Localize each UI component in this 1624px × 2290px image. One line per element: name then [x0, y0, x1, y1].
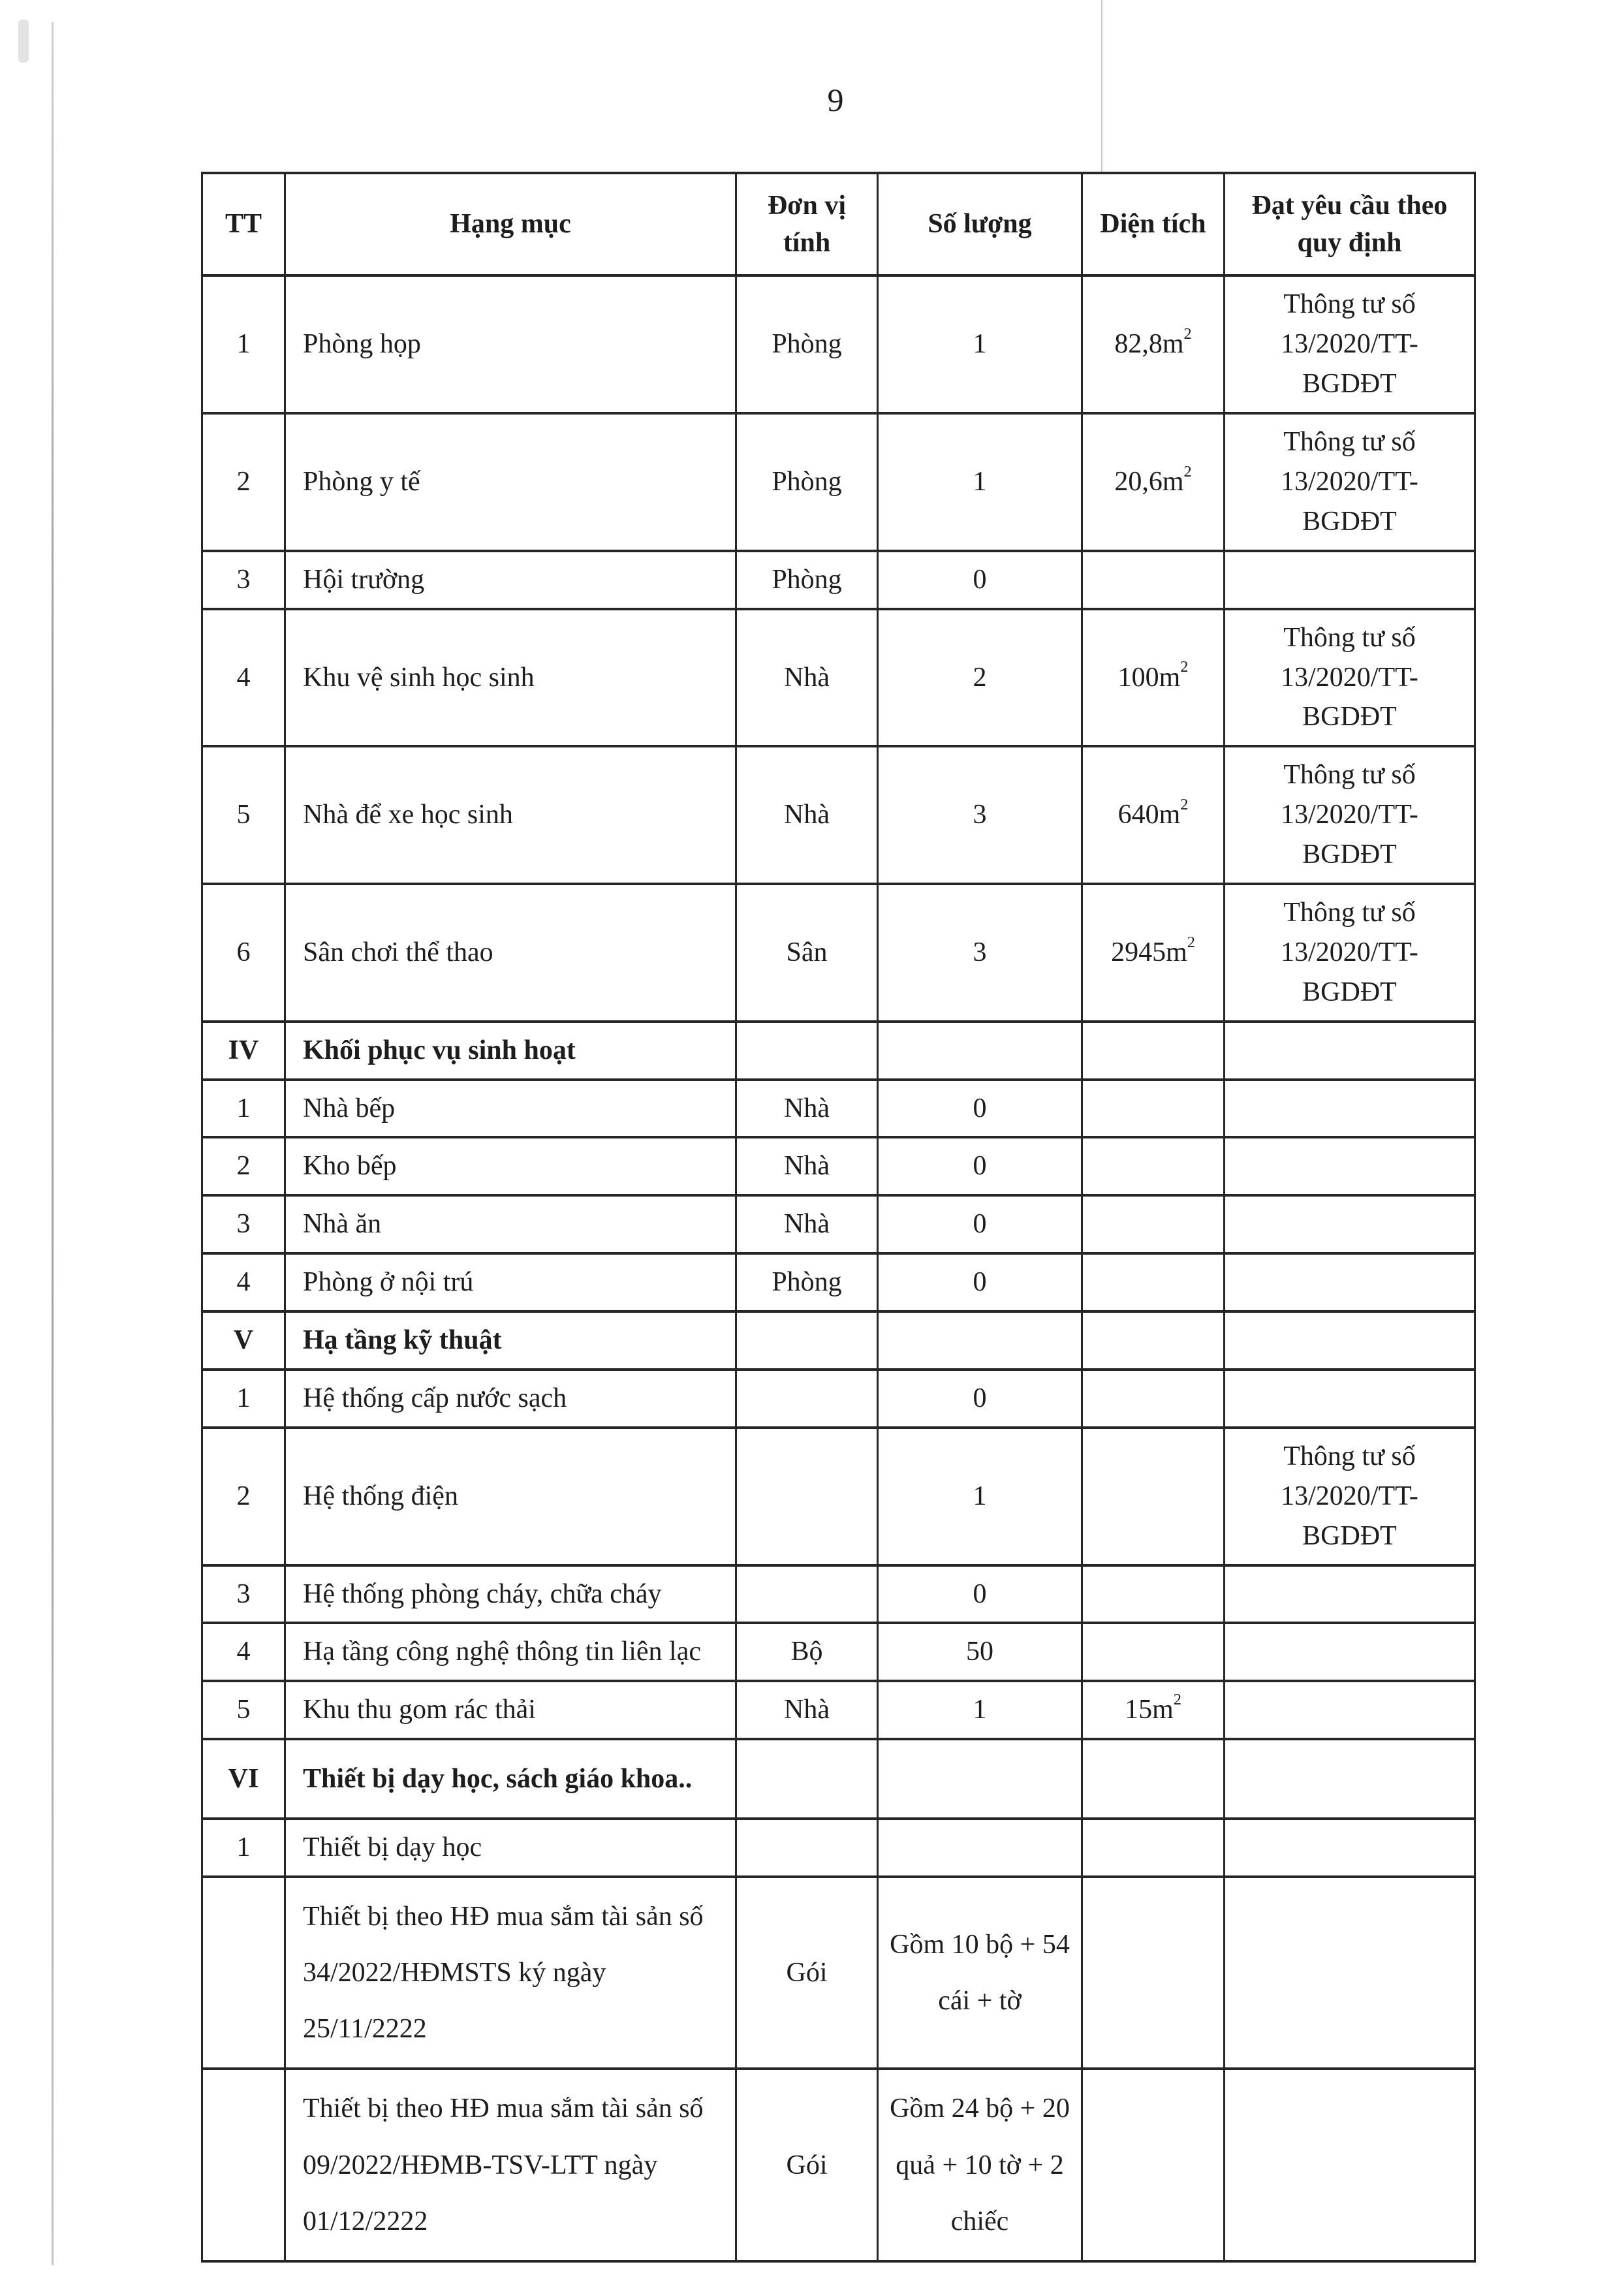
cell-req: Thông tư số 13/2020/TT-BGDĐT [1225, 746, 1475, 884]
cell-area [1082, 1819, 1225, 1877]
table-row [202, 1565, 1475, 1623]
cell-area [1082, 1195, 1225, 1253]
cell-area [1082, 1565, 1225, 1623]
area-superscript: 2 [1180, 658, 1189, 676]
cell-item: Kho bếp [285, 1137, 736, 1195]
cell-area [1082, 1623, 1225, 1681]
cell-qty: 50 [878, 1623, 1082, 1681]
cell-qty: 0 [878, 1565, 1082, 1623]
area-superscript: 2 [1187, 933, 1195, 951]
cell-item: Hệ thống phòng cháy, chữa cháy [285, 1565, 736, 1623]
cell-req: Thông tư số 13/2020/TT-BGDĐT [1225, 609, 1475, 747]
cell-area [1082, 2069, 1225, 2261]
cell-area [1082, 884, 1225, 1022]
cell-unit [736, 1819, 878, 1877]
cell-unit: Phòng [736, 551, 878, 609]
header-row [202, 173, 1475, 275]
cell-tt: V [202, 1311, 285, 1370]
cell-tt: 1 [202, 1080, 285, 1138]
column-header-quantity: Số lượng [878, 173, 1082, 275]
table-row [202, 1080, 1475, 1138]
cell-tt: 3 [202, 1195, 285, 1253]
cell-qty [878, 1311, 1082, 1370]
cell-unit: Sân [736, 884, 878, 1022]
cell-item: Hệ thống cấp nước sạch [285, 1370, 736, 1428]
cell-req [1225, 1253, 1475, 1311]
cell-qty: 0 [878, 1137, 1082, 1195]
table-row [202, 1370, 1475, 1428]
cell-req: Thông tư số 13/2020/TT-BGDĐT [1225, 884, 1475, 1022]
cell-req [1225, 1080, 1475, 1138]
table-row [202, 1681, 1475, 1739]
area-superscript: 2 [1180, 796, 1189, 814]
cell-qty: 0 [878, 1370, 1082, 1428]
cell-area [1082, 1877, 1225, 2069]
cell-req [1225, 1137, 1475, 1195]
cell-item: Sân chơi thể thao [285, 884, 736, 1022]
cell-unit: Phòng [736, 1253, 878, 1311]
cell-area [1082, 746, 1225, 884]
cell-item: Hội trường [285, 551, 736, 609]
cell-unit: Nhà [736, 1195, 878, 1253]
cell-item: Thiết bị dạy học [285, 1819, 736, 1877]
area-superscript: 2 [1183, 462, 1192, 480]
cell-unit [736, 1311, 878, 1370]
table-row [202, 1428, 1475, 1565]
cell-tt: 4 [202, 1253, 285, 1311]
cell-req: Thông tư số 13/2020/TT-BGDĐT [1225, 1428, 1475, 1565]
cell-qty: 3 [878, 884, 1082, 1022]
cell-qty: 3 [878, 746, 1082, 884]
cell-unit [736, 1370, 878, 1428]
cell-tt: 1 [202, 1819, 285, 1877]
cell-req [1225, 1195, 1475, 1253]
cell-tt: IV [202, 1022, 285, 1080]
table-row [202, 1253, 1475, 1311]
area-value: 100m [1117, 662, 1181, 693]
cell-req: Thông tư số 13/2020/TT-BGDĐT [1225, 413, 1475, 551]
cell-item: Hệ thống điện [285, 1428, 736, 1565]
cell-area [1082, 1428, 1225, 1565]
table-row [202, 551, 1475, 609]
cell-area [1082, 1080, 1225, 1138]
cell-tt: VI [202, 1739, 285, 1819]
cell-unit: Nhà [736, 609, 878, 747]
cell-item: Khu vệ sinh học sinh [285, 609, 736, 747]
cell-qty: 0 [878, 1253, 1082, 1311]
cell-req [1225, 1819, 1475, 1877]
cell-req [1225, 2069, 1475, 2261]
cell-qty: 0 [878, 1195, 1082, 1253]
table-row [202, 1623, 1475, 1681]
area-value: 20,6m [1114, 466, 1184, 497]
column-header-tt: TT [202, 173, 285, 275]
cell-req [1225, 1370, 1475, 1428]
cell-tt: 6 [202, 884, 285, 1022]
area-superscript: 2 [1173, 1691, 1181, 1709]
cell-item: Khu thu gom rác thải [285, 1681, 736, 1739]
table-row [202, 413, 1475, 551]
cell-item: Hạ tầng kỹ thuật [285, 1311, 736, 1370]
cell-unit: Gói [736, 2069, 878, 2261]
cell-qty [878, 1022, 1082, 1080]
cell-qty: 2 [878, 609, 1082, 747]
cell-item: Hạ tầng công nghệ thông tin liên lạc [285, 1623, 736, 1681]
cell-unit: Phòng [736, 275, 878, 413]
cell-area [1082, 551, 1225, 609]
table-row [202, 746, 1475, 884]
cell-qty: 1 [878, 1428, 1082, 1565]
area-value: 82,8m [1114, 329, 1184, 360]
scan-fold-line [52, 22, 54, 2265]
table-row [202, 1819, 1475, 1877]
cell-req [1225, 1739, 1475, 1819]
cell-qty [878, 1739, 1082, 1819]
cell-req [1225, 1623, 1475, 1681]
cell-area [1082, 609, 1225, 747]
cell-unit: Nhà [736, 746, 878, 884]
table-row [202, 1195, 1475, 1253]
area-value: 640m [1117, 800, 1181, 830]
cell-area [1082, 1311, 1225, 1370]
cell-unit [736, 1565, 878, 1623]
table-row [202, 2069, 1475, 2261]
cell-qty: 0 [878, 551, 1082, 609]
column-header-unit: Đơn vị tính [736, 173, 878, 275]
cell-tt [202, 1877, 285, 2069]
cell-item: Khối phục vụ sinh hoạt [285, 1022, 736, 1080]
table-row [202, 275, 1475, 413]
cell-tt: 2 [202, 413, 285, 551]
cell-area [1082, 275, 1225, 413]
cell-tt: 5 [202, 746, 285, 884]
cell-tt: 3 [202, 551, 285, 609]
page-number: 9 [827, 82, 844, 118]
cell-tt: 3 [202, 1565, 285, 1623]
cell-unit: Phòng [736, 413, 878, 551]
cell-tt: 2 [202, 1137, 285, 1195]
cell-qty: Gồm 10 bộ + 54 cái + tờ [878, 1877, 1082, 2069]
scan-ghost-line [1101, 0, 1102, 172]
cell-item: Nhà ăn [285, 1195, 736, 1253]
cell-qty: 1 [878, 1681, 1082, 1739]
cell-item: Thiết bị theo HĐ mua sắm tài sản số 34/2022/HĐMSTS ký ngày 25/11/2222 [285, 1877, 736, 2069]
cell-tt: 4 [202, 1623, 285, 1681]
cell-req: Thông tư số 13/2020/TT-BGDĐT [1225, 275, 1475, 413]
cell-qty: Gồm 24 bộ + 20 quả + 10 tờ + 2 chiếc [878, 2069, 1082, 2261]
scan-smudge [18, 20, 29, 63]
cell-tt: 4 [202, 609, 285, 747]
cell-item: Phòng ở nội trú [285, 1253, 736, 1311]
area-value: 15m [1125, 1695, 1174, 1725]
table-row [202, 884, 1475, 1022]
cell-tt: 5 [202, 1681, 285, 1739]
cell-unit: Bộ [736, 1623, 878, 1681]
cell-area [1082, 1681, 1225, 1739]
cell-item: Nhà bếp [285, 1080, 736, 1138]
cell-req [1225, 1877, 1475, 2069]
cell-req [1225, 1311, 1475, 1370]
table-row [202, 1739, 1475, 1819]
cell-req [1225, 1681, 1475, 1739]
cell-unit [736, 1022, 878, 1080]
cell-qty: 1 [878, 275, 1082, 413]
cell-item: Phòng y tế [285, 413, 736, 551]
table-row [202, 1311, 1475, 1370]
cell-area [1082, 1022, 1225, 1080]
cell-item: Nhà để xe học sinh [285, 746, 736, 884]
table-row [202, 1022, 1475, 1080]
cell-tt: 2 [202, 1428, 285, 1565]
column-header-requirement: Đạt yêu cầu theo quy định [1225, 173, 1475, 275]
facilities-table [201, 172, 1476, 2263]
area-superscript: 2 [1183, 325, 1192, 343]
table-row [202, 1137, 1475, 1195]
cell-unit [736, 1428, 878, 1565]
cell-req [1225, 1565, 1475, 1623]
cell-qty: 0 [878, 1080, 1082, 1138]
cell-unit: Nhà [736, 1681, 878, 1739]
column-header-item: Hạng mục [285, 173, 736, 275]
cell-item: Phòng họp [285, 275, 736, 413]
cell-tt [202, 2069, 285, 2261]
table-body [202, 275, 1475, 2261]
cell-tt: 1 [202, 1370, 285, 1428]
table-row [202, 609, 1475, 747]
cell-req [1225, 1022, 1475, 1080]
table-row [202, 1877, 1475, 2069]
cell-area [1082, 1370, 1225, 1428]
cell-qty [878, 1819, 1082, 1877]
area-value: 2945m [1111, 937, 1187, 967]
cell-tt: 1 [202, 275, 285, 413]
cell-area [1082, 1253, 1225, 1311]
table-header [202, 173, 1475, 275]
cell-item: Thiết bị dạy học, sách giáo khoa.. [285, 1739, 736, 1819]
cell-unit: Gói [736, 1877, 878, 2069]
cell-qty: 1 [878, 413, 1082, 551]
cell-req [1225, 551, 1475, 609]
cell-unit: Nhà [736, 1137, 878, 1195]
cell-unit: Nhà [736, 1080, 878, 1138]
cell-area [1082, 1739, 1225, 1819]
cell-area [1082, 1137, 1225, 1195]
column-header-area: Diện tích [1082, 173, 1225, 275]
cell-area [1082, 413, 1225, 551]
cell-unit [736, 1739, 878, 1819]
cell-item: Thiết bị theo HĐ mua sắm tài sản số 09/2022/HĐMB-TSV-LTT ngày 01/12/2222 [285, 2069, 736, 2261]
